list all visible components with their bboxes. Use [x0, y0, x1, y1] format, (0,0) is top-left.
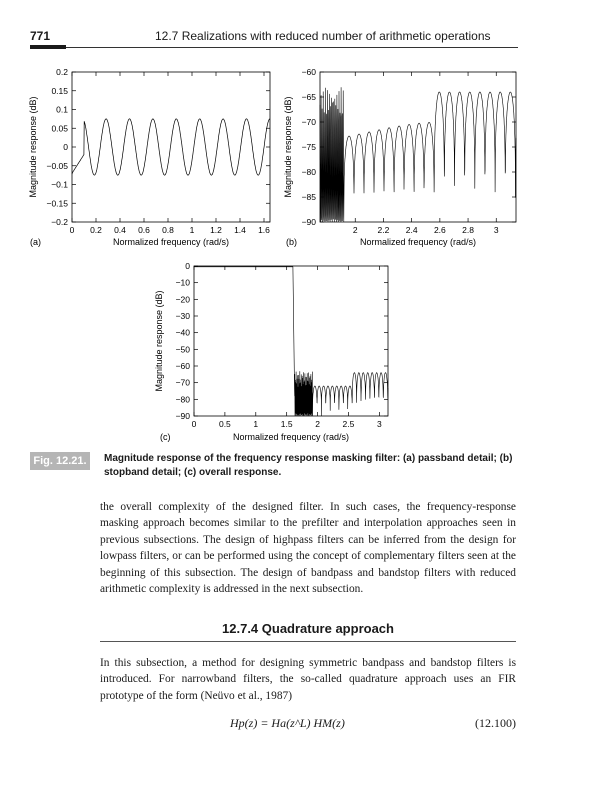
- paragraph: In this subsection, a method for designing symmetric bandpass and bandstop filters is introduced. For narrowband filters, the so-called quadrature approach uses an FIR prototype of the form (Neüvo et al., 1987): [100, 657, 516, 702]
- xtick-label: 1.2: [210, 225, 222, 235]
- panel-c-yticks: [176, 261, 388, 421]
- panel-a-ylabel: Magnitude response (dB): [28, 96, 38, 198]
- ytick-label: −75: [301, 142, 316, 152]
- ytick-label: −80: [301, 167, 316, 177]
- ytick-label: −0.05: [46, 160, 68, 171]
- figure-caption: Magnitude response of the frequency response masking filter: (a) passband detail; (b) stopband detail; (c) overall response.: [104, 453, 513, 478]
- ytick-label: −85: [301, 192, 316, 202]
- xtick-label: 1.4: [234, 225, 246, 235]
- ytick-label: −10: [175, 277, 190, 288]
- xtick-label: 3: [376, 419, 382, 429]
- panel-a-label: (a): [30, 237, 41, 247]
- panel-c-label: (c): [160, 432, 171, 442]
- equation-number: (12.100): [475, 716, 516, 730]
- section-rule: [100, 641, 516, 642]
- xtick-label: 0.2: [90, 225, 102, 235]
- ytick-label: −0.15: [46, 198, 68, 209]
- ytick-label: 0.05: [51, 123, 68, 134]
- xtick-label: 2.8: [462, 225, 474, 235]
- xtick-label: 1.5: [280, 419, 293, 429]
- xtick-label: 0.5: [218, 419, 231, 429]
- ytick-label: −60: [175, 361, 190, 371]
- ytick-label: −50: [175, 344, 190, 355]
- xtick-label: 0.8: [162, 225, 174, 235]
- ytick-label: 0.15: [51, 85, 68, 96]
- xtick-label: 3: [493, 225, 499, 235]
- panel-b-series: [320, 87, 516, 222]
- panel-a-xlabel: Normalized frequency (rad/s): [112, 237, 230, 247]
- xtick-label: 1: [253, 419, 259, 429]
- equation: Hp(z) = Ha(z^L) HM(z): [230, 716, 345, 730]
- panel-c-ylabel: Magnitude response (dB): [154, 290, 164, 392]
- xtick-label: 2: [352, 225, 358, 235]
- running-header: 12.7 Realizations with reduced number of arithmetic operations: [155, 29, 491, 43]
- panel-c-series: [194, 267, 388, 416]
- ytick-label: −0.1: [51, 179, 68, 190]
- panel-b-ylabel: Magnitude response (dB): [283, 96, 293, 198]
- panel-a: [28, 67, 270, 247]
- xtick-label: 2.4: [405, 225, 418, 235]
- xtick-label: 2.6: [433, 225, 446, 235]
- ytick-label: −80: [175, 394, 190, 405]
- xtick-label: 0: [191, 419, 197, 429]
- ytick-label: −30: [175, 311, 190, 321]
- ytick-label: −60: [301, 67, 316, 77]
- xtick-label: 0.4: [114, 225, 126, 235]
- ytick-label: −70: [175, 377, 190, 388]
- ytick-label: 0: [63, 142, 68, 152]
- ytick-label: −90: [175, 411, 190, 421]
- ytick-label: −20: [175, 294, 190, 305]
- xtick-label: 0.6: [138, 225, 150, 235]
- panel-b-xlabel: Normalized frequency (rad/s): [359, 237, 477, 247]
- ytick-label: −40: [175, 327, 190, 338]
- paragraph: the overall complexity of the designed filter. In such cases, the frequency-response masking approach becomes similar to the prefilter and interpolation approaches seen in previous subsections. The design of highpass filters can be inferred from the design for lowpass filters, or can be performed using the concept of complementary filters seen at the beginning of this subsection. The design of bandpass and bandstop filters with reduced arithmetic complexity is addressed in the next subsection.: [100, 501, 516, 596]
- ytick-label: −90: [301, 217, 316, 227]
- xtick-label: 1.6: [258, 225, 270, 235]
- ytick-label: 0.1: [56, 104, 68, 115]
- xtick-label: 1: [189, 225, 195, 235]
- panel-c-frame: [194, 266, 388, 416]
- ytick-label: −65: [301, 92, 316, 102]
- ytick-label: −0.2: [51, 217, 68, 227]
- panel-b: [283, 67, 516, 247]
- panel-b-frame: [320, 72, 516, 222]
- panel-c: [154, 261, 388, 442]
- panel-a-series: [72, 119, 270, 175]
- panel-c-xticks: [192, 266, 382, 429]
- ytick-label: 0: [185, 261, 190, 271]
- xtick-label: 2: [315, 419, 320, 429]
- panel-a-yticks: [46, 67, 270, 227]
- xtick-label: 2.5: [342, 419, 355, 429]
- xtick-label: 2.2: [377, 225, 390, 235]
- ytick-label: −70: [301, 117, 316, 127]
- ytick-label: 0.2: [56, 67, 68, 77]
- xtick-label: 0: [69, 225, 75, 235]
- page-number: 771: [30, 29, 51, 43]
- figure-badge: Fig. 12.21.: [30, 452, 90, 470]
- panel-c-xlabel: Normalized frequency (rad/s): [232, 432, 350, 442]
- section-heading: 12.7.4 Quadrature approach: [222, 621, 394, 636]
- panel-b-label: (b): [286, 237, 297, 247]
